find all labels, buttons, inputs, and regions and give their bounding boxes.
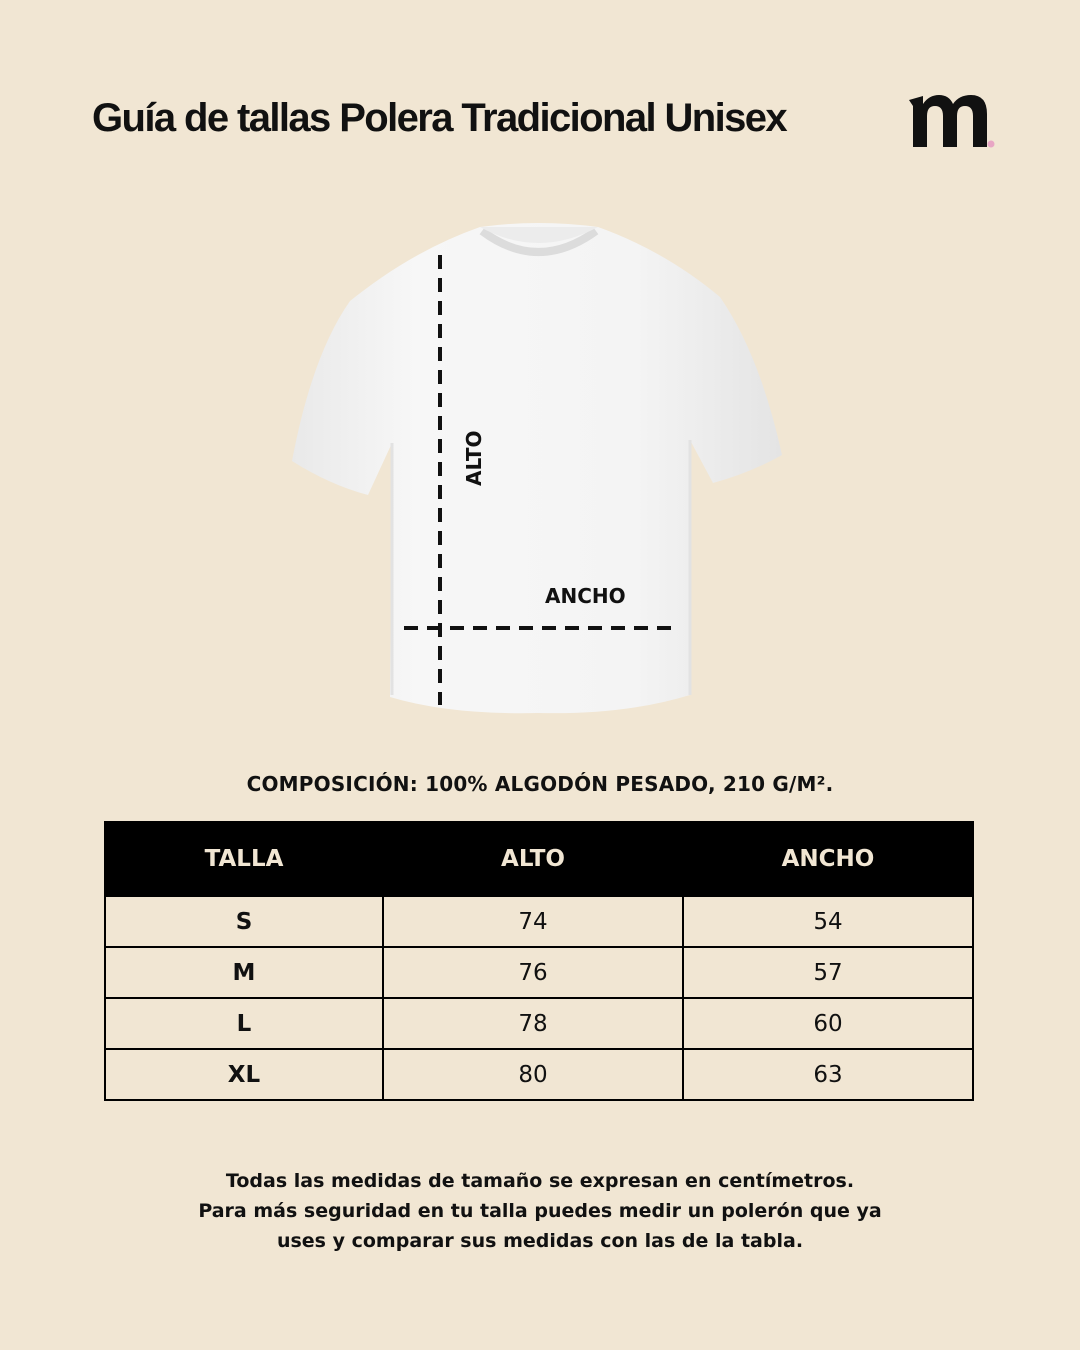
logo-dot: [988, 141, 995, 148]
alto-cell: 78: [383, 998, 683, 1049]
table-row: [105, 896, 973, 947]
size-cell: M: [105, 947, 383, 998]
note-line: Para más seguridad en tu talla puedes medir un polerón que ya: [198, 1200, 882, 1222]
brand-logo: [905, 92, 997, 152]
alto-cell: 76: [383, 947, 683, 998]
note-line: Todas las medidas de tamaño se expresan en centímetros.: [225, 1170, 855, 1192]
table-row: [105, 1049, 973, 1100]
column-header-talla: TALLA: [105, 822, 383, 896]
alto-cell: 80: [383, 1049, 683, 1100]
ancho-cell: 63: [683, 1049, 973, 1100]
composition-text: COMPOSICIÓN: 100% ALGODÓN PESADO, 210 G/M².: [246, 772, 834, 796]
table-header-row: [105, 822, 973, 896]
alto-label: ALTO: [462, 430, 486, 486]
column-header-ancho: ANCHO: [683, 822, 973, 896]
ancho-label: ANCHO: [545, 584, 626, 608]
size-cell: L: [105, 998, 383, 1049]
note-line: uses y comparar sus medidas con las de la tabla.: [276, 1230, 804, 1252]
column-header-alto: ALTO: [383, 822, 683, 896]
tshirt-body: [292, 223, 782, 713]
size-table: [104, 821, 974, 1101]
ancho-cell: 57: [683, 947, 973, 998]
alto-cell: 74: [383, 896, 683, 947]
ancho-cell: 54: [683, 896, 973, 947]
page-title: Guía de tallas Polera Tradicional Unisex: [92, 96, 787, 140]
measurement-note: [0, 1166, 1080, 1256]
table-row: [105, 947, 973, 998]
table-row: [105, 998, 973, 1049]
size-cell: XL: [105, 1049, 383, 1100]
tshirt-diagram: [280, 215, 800, 725]
ancho-cell: 60: [683, 998, 973, 1049]
size-cell: S: [105, 896, 383, 947]
